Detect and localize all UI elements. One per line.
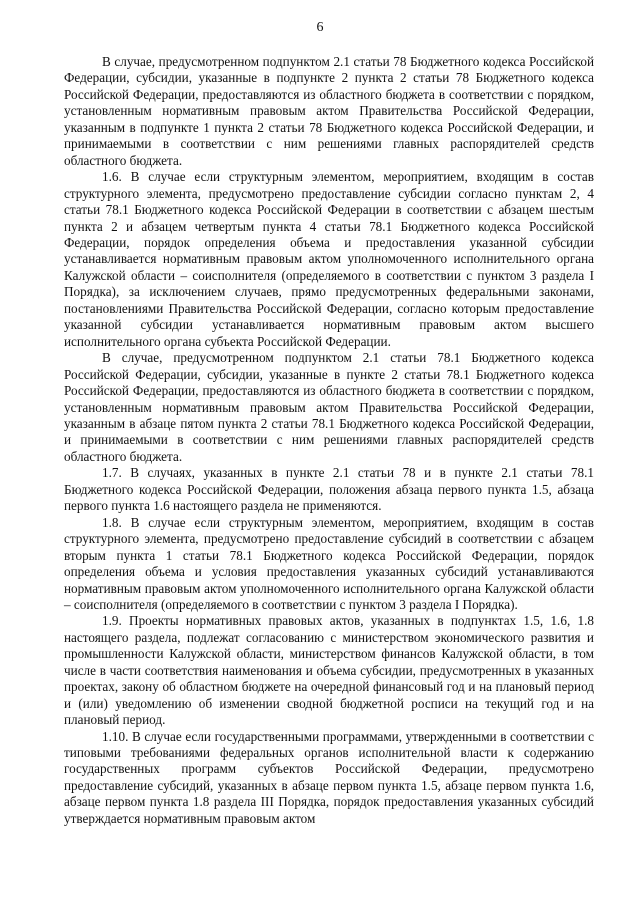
paragraph: В случае, предусмотренном подпунктом 2.1 статьи 78.1 Бюджетного кодекса Российской Федерации, субсидии, указанные в пункте 2 статьи 78.1 Бюджетного кодекса Российской Федерации, предоставляются из областного бюджета в соответствии с порядком, установленным нормативным правовым актом Правительства Российской Федерации, указанным в абзаце пятом пункта 2 статьи 78.1 Бюджетного кодекса Российской Федерации, и принимаемыми в соответствии с ним решениями главных распорядителей средств областного бюджета. — [64, 350, 594, 464]
paragraph: В случае, предусмотренном подпунктом 2.1 статьи 78 Бюджетного кодекса Российской Федерации, субсидии, указанные в подпункте 2 пункта 2 статьи 78 Бюджетного кодекса Российской Федерации, предоставляются из областного бюджета в соответствии с порядком, установленным нормативным правовым актом Правительства Российской Федерации, указанным в подпункте 1 пункта 2 статьи 78 Бюджетного кодекса Российской Федерации, и принимаемыми в соответствии с ним решениями главных распорядителей средств областного бюджета. — [64, 54, 594, 168]
document-body — [64, 54, 594, 827]
paragraph: 1.9. Проекты нормативных правовых актов, указанных в подпунктах 1.5, 1.6, 1.8 настоящего раздела, подлежат согласованию с министерством экономического развития и промышленности Калужской области, министерством финансов Калужской области, в том числе в части соответствия наименования и объема субсидии, предусмотренных в указанных проектах, закону об областном бюджете на очередной финансовый год и на плановый период и (или) уведомлению об изменении сводной бюджетной росписи на текущий год и на плановый период. — [64, 613, 594, 728]
page-number: 6 — [316, 20, 324, 35]
paragraph: 1.7. В случаях, указанных в пункте 2.1 статьи 78 и в пункте 2.1 статьи 78.1 Бюджетного кодекса Российской Федерации, положения абзаца первого пункта 1.5, абзаца первого пункта 1.6 настоящего раздела не применяются. — [64, 465, 594, 514]
paragraph: 1.6. В случае если структурным элементом, мероприятием, входящим в состав структурного элемента, предусмотрено предоставление субсидии согласно пунктам 2, 4 статьи 78.1 Бюджетного кодекса Российской Федерации в соответствии с абзацем шестым пункта 2 и абзацем четвертым пункта 4 статьи 78.1 Бюджетного кодекса Российской Федерации, порядок определения объема и предоставления указанной субсидии устанавливается нормативным правовым актом уполномоченного исполнительного органа Калужской области – соисполнителя (определяемого в соответствии с пунктом 3 раздела I Порядка), за исключением случаев, прямо предусмотренных федеральными законами, постановлениями Правительства Российской Федерации, согласно которым предоставление указанной субсидии устанавливается нормативным правовым актом высшего исполнительного органа субъекта Российской Федерации. — [64, 169, 594, 349]
paragraph: 1.8. В случае если структурным элементом, мероприятием, входящим в состав структурного элемента, предусмотрено предоставление субсидий в соответствии с абзацем вторым пункта 1 статьи 78.1 Бюджетного кодекса Российской Федерации, порядок определения объема и условия предоставления указанных субсидий устанавливаются нормативным правовым актом уполномоченного исполнительного органа Калужской области – соисполнителя (определяемого в соответствии с пунктом 3 раздела I Порядка). — [64, 514, 594, 612]
paragraph: 1.10. В случае если государственными программами, утвержденными в соответствии с типовыми требованиями федеральных органов исполнительной власти к содержанию государственных программ субъектов Российской Федерации, предусмотрено предоставление субсидий, указанных в абзаце первом пункта 1.5, абзаце первом пункта 1.6, абзаце первом пункта 1.8 раздела III Порядка, порядок предоставления указанных субсидий утверждается нормативным правовым актом — [64, 728, 594, 826]
